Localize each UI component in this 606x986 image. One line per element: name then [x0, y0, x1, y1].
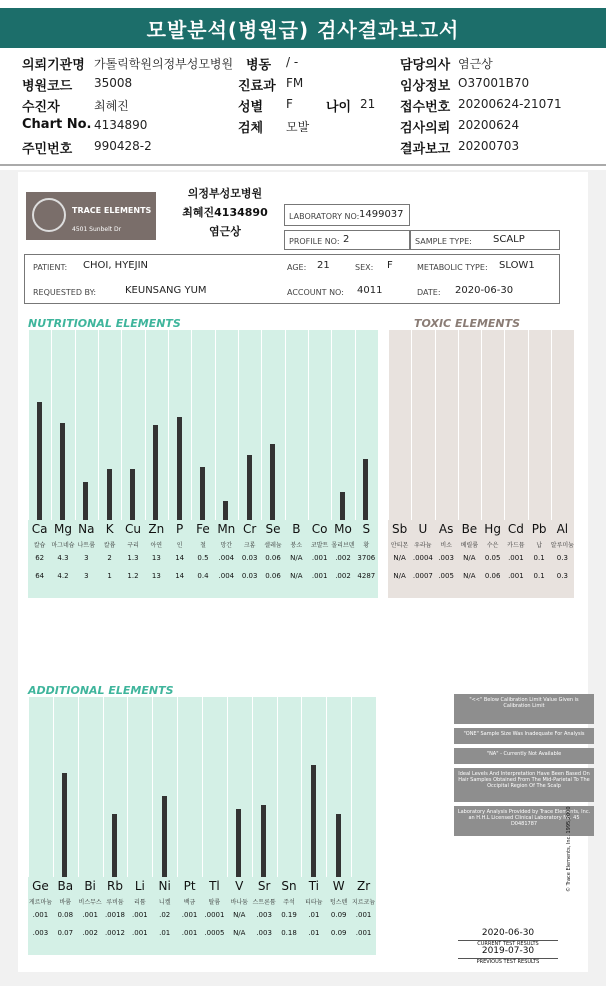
lab-sex-label: SEX:	[355, 263, 374, 272]
element-korean-name: 붕소	[290, 542, 303, 549]
labno-box	[284, 204, 410, 226]
clin-label: 임상정보	[400, 79, 451, 94]
column-divider	[215, 330, 216, 520]
previous-result: 4287	[357, 572, 376, 580]
element-symbol: Cd	[507, 522, 524, 536]
current-result: N/A	[233, 911, 246, 919]
clin-value: O37001B70	[458, 76, 530, 90]
current-result: 13	[151, 554, 161, 562]
column-divider	[78, 697, 79, 877]
lab-age-label: AGE:	[287, 263, 307, 272]
column-divider	[252, 697, 253, 877]
column-divider	[331, 330, 332, 520]
report-header	[0, 48, 606, 166]
level-bar-s	[363, 459, 368, 520]
element-korean-name: 망간	[220, 542, 233, 549]
globe-icon	[32, 198, 66, 232]
legend-ideal: Ideal Levels And Interpretation Have Been Based On Hair Samples Obtained From The Mid-Parietal To The Occipital Region Of The Scalp	[454, 768, 594, 802]
column-divider	[53, 697, 54, 877]
element-symbol: Tl	[209, 879, 220, 893]
element-symbol: W	[332, 879, 345, 893]
previous-result: .01	[308, 929, 320, 937]
element-symbol: K	[105, 522, 114, 536]
previous-result: .005	[438, 572, 454, 580]
element-symbol: Ba	[57, 879, 74, 893]
dept-label: 진료과	[238, 79, 276, 94]
element-symbol: Li	[134, 879, 145, 893]
current-result: .01	[308, 911, 320, 919]
current-result: .0004	[412, 554, 433, 562]
element-symbol: Sb	[392, 522, 408, 536]
element-korean-name: 우라늄	[414, 542, 432, 549]
current-result: 0.3	[556, 554, 568, 562]
column-divider	[227, 697, 228, 877]
current-label: CURRENT TEST RESULTS	[458, 940, 558, 947]
level-bar-ni	[162, 796, 167, 877]
chart-value: 4134890	[94, 118, 148, 132]
column-divider	[177, 697, 178, 877]
hospcode-label: 병원코드	[22, 79, 73, 94]
lab-patient-value: CHOI, HYEJIN	[83, 260, 149, 271]
lab-sex-value: F	[387, 260, 393, 271]
current-date: 2020-06-30	[481, 928, 535, 938]
element-korean-name: 텅스텐	[330, 899, 348, 906]
reg-label: 접수번호	[400, 100, 451, 115]
element-symbol: P	[176, 522, 184, 536]
current-result: 62	[35, 554, 45, 562]
element-korean-name: 마그네슘	[51, 542, 75, 549]
previous-result: 1	[107, 572, 112, 580]
dept-value: FM	[286, 76, 304, 90]
scanned-report-sheet	[18, 172, 591, 972]
column-divider	[551, 330, 552, 520]
current-result: .004	[218, 554, 235, 562]
labno-value: 1499037	[359, 209, 404, 220]
previous-result: .003	[256, 929, 272, 937]
column-divider	[28, 330, 29, 520]
toxic-title: TOXIC ELEMENTS	[414, 317, 521, 330]
hospcode-value: 35008	[94, 76, 133, 90]
column-divider	[528, 330, 529, 520]
logo-text: TRACE ELEMENTS	[72, 206, 152, 215]
element-korean-name: 셀레늄	[264, 542, 282, 549]
current-result: .001	[311, 554, 328, 562]
element-korean-name: 비소	[440, 542, 452, 549]
current-result: 0.06	[265, 554, 281, 562]
current-result: 3	[84, 554, 89, 562]
column-divider	[152, 697, 153, 877]
element-korean-name: 게르마늄	[28, 899, 53, 906]
element-korean-name: 칼륨	[103, 542, 116, 549]
ward-label: 병동	[246, 58, 272, 73]
element-korean-name: 알루미늄	[550, 542, 574, 549]
column-divider	[411, 330, 412, 520]
column-divider	[326, 697, 327, 877]
previous-result: .002	[82, 929, 98, 937]
account-label: ACCOUNT NO:	[287, 288, 344, 297]
req-value: 20200624	[458, 118, 520, 132]
column-divider	[355, 330, 356, 520]
element-korean-name: 인	[176, 542, 183, 549]
element-symbol: Cu	[125, 522, 141, 536]
previous-result: .001	[181, 929, 198, 937]
age-label: 나이	[326, 100, 352, 115]
column-divider	[308, 330, 309, 520]
labno-label: LABORATORY NO:	[289, 212, 360, 221]
column-divider	[191, 330, 192, 520]
level-bar-mg	[60, 423, 65, 520]
current-result: 0.1	[533, 554, 545, 562]
element-korean-name: 납	[536, 542, 543, 549]
element-symbol: Mo	[334, 522, 352, 536]
column-divider	[458, 330, 459, 520]
level-bar-k	[107, 469, 112, 520]
date-label: DATE:	[417, 288, 441, 297]
previous-result: .001	[311, 572, 328, 580]
element-symbol: Al	[556, 522, 569, 536]
column-divider	[277, 697, 278, 877]
previous-result: 14	[175, 572, 185, 580]
element-symbol: S	[362, 522, 371, 536]
current-result: .001	[355, 911, 372, 919]
doctor-label: 담당의사	[400, 58, 451, 73]
institution-label: 의뢰기관명	[22, 58, 85, 73]
copyright: © Trace Elements, Inc. 1995,2000	[566, 806, 572, 892]
element-korean-name: 아연	[150, 542, 163, 549]
previous-result: N/A	[463, 572, 476, 580]
current-result: 0.08	[57, 911, 74, 919]
current-result: .003	[438, 554, 454, 562]
element-symbol: Ti	[308, 879, 319, 893]
element-korean-name: 지르코늄	[351, 899, 376, 906]
element-korean-name: 몰리브덴	[331, 542, 355, 549]
element-symbol: V	[235, 879, 244, 893]
element-korean-name: 수은	[486, 542, 499, 549]
current-result: 14	[175, 554, 185, 562]
element-korean-name: 바륨	[59, 899, 72, 906]
current-result: 0.03	[241, 554, 258, 562]
toxic-panel	[388, 330, 574, 598]
element-symbol: As	[438, 522, 454, 536]
age-value: 21	[360, 97, 376, 111]
hospital-stamp	[166, 182, 284, 244]
column-divider	[351, 697, 352, 877]
element-symbol: Pb	[531, 522, 547, 536]
element-symbol: Rb	[107, 879, 123, 893]
report-title: 모발분석(병원급) 검사결과보고서	[0, 8, 606, 48]
previous-result: 1.2	[127, 572, 139, 580]
element-korean-name: 칼슘	[33, 542, 46, 549]
column-divider	[388, 330, 389, 520]
patient-info-box	[24, 254, 560, 304]
reqby-label: REQUESTED BY:	[33, 288, 97, 297]
report-value: 20200703	[458, 139, 520, 153]
previous-result: N/A	[233, 929, 246, 937]
lab-logo	[26, 192, 156, 240]
element-korean-name: 루비듐	[106, 899, 124, 906]
current-result: .001	[181, 911, 198, 919]
level-bar-mn	[223, 501, 228, 520]
level-bar-mo	[340, 492, 345, 521]
element-korean-name: 구리	[127, 542, 139, 549]
previous-result: .002	[335, 572, 351, 580]
previous-result: 13	[151, 572, 161, 580]
sex-label: 성별	[238, 100, 264, 115]
element-symbol: Ni	[158, 879, 171, 893]
report-label: 결과보고	[400, 142, 451, 157]
additional-title: ADDITIONAL ELEMENTS	[28, 684, 174, 697]
column-divider	[504, 330, 505, 520]
metabolic-label: METABOLIC TYPE:	[417, 263, 488, 272]
level-bar-ti	[311, 765, 316, 877]
current-result: 1.3	[127, 554, 139, 562]
current-result: .001	[82, 911, 98, 919]
level-bar-w	[336, 814, 341, 877]
element-korean-name: 백금	[183, 899, 196, 906]
current-result: .001	[32, 911, 49, 919]
previous-date: 2019-07-30	[481, 946, 535, 956]
previous-result: 0.1	[533, 572, 545, 580]
column-divider	[202, 697, 203, 877]
element-symbol: Zn	[148, 522, 165, 536]
column-divider	[481, 330, 482, 520]
column-divider	[285, 330, 286, 520]
element-symbol: Mn	[217, 522, 236, 536]
patient-label: 수진자	[22, 100, 60, 115]
sample-value: SCALP	[493, 234, 525, 245]
column-divider	[127, 697, 128, 877]
reg-value: 20200624-21071	[458, 97, 562, 111]
current-result: .002	[335, 554, 351, 562]
element-korean-name: 안티몬	[390, 542, 409, 549]
level-bar-se	[270, 444, 275, 520]
specimen-value: 모발	[286, 120, 310, 134]
previous-result: 0.06	[265, 572, 281, 580]
current-result: N/A	[463, 554, 476, 562]
element-korean-name: 나트륨	[77, 542, 96, 549]
previous-result: N/A	[393, 572, 406, 580]
element-korean-name: 베릴륨	[460, 542, 479, 549]
column-divider	[168, 330, 169, 520]
element-korean-name: 철	[200, 542, 206, 549]
element-symbol: Sn	[281, 879, 297, 893]
previous-result: 4.2	[57, 572, 69, 580]
id-label: 주민번호	[22, 142, 73, 157]
level-bar-fe	[200, 467, 205, 520]
nutritional-panel	[28, 330, 378, 598]
previous-result: .001	[132, 929, 148, 937]
element-korean-name: 카드뮴	[507, 542, 525, 549]
previous-result: 0.18	[281, 929, 297, 937]
sex-value: F	[286, 97, 293, 111]
element-korean-name: 탈륨	[208, 899, 221, 906]
req-label: 검사의뢰	[400, 121, 451, 136]
patient-value: 최혜진	[94, 99, 129, 113]
lab-address: 4501 Sunbelt Dr	[72, 226, 122, 233]
legend-na: "NA" - Currently Not Available	[454, 748, 594, 764]
chart-label: Chart No.	[22, 117, 92, 132]
column-divider	[51, 330, 52, 520]
element-symbol: B	[292, 522, 301, 536]
previous-result: .001	[508, 572, 524, 580]
column-divider	[301, 697, 302, 877]
level-bar-zn	[153, 425, 158, 520]
previous-result: 0.07	[57, 929, 74, 937]
previous-result: .003	[32, 929, 49, 937]
previous-result: 0.09	[330, 929, 347, 937]
current-result: 2	[107, 554, 112, 562]
current-result: 0.5	[197, 554, 209, 562]
element-korean-name: 티타늄	[305, 899, 323, 906]
element-korean-name: 스트론튬	[252, 899, 276, 906]
current-result: 0.19	[281, 911, 297, 919]
element-symbol: U	[418, 522, 428, 536]
element-korean-name: 주석	[283, 899, 295, 906]
level-bar-sr	[261, 805, 266, 877]
previous-result: .01	[159, 929, 171, 937]
lab-age-value: 21	[317, 260, 330, 271]
lab-patient-label: PATIENT:	[33, 263, 68, 272]
column-divider	[121, 330, 122, 520]
sample-box	[410, 230, 560, 250]
element-korean-name: 니켈	[158, 899, 171, 906]
reqby-value: KEUNSANG YUM	[125, 285, 207, 296]
additional-panel	[28, 697, 376, 955]
id-value: 990428-2	[94, 139, 152, 153]
legend-one: "ONE" Sample Size Was Inadequate For Analysis	[454, 728, 594, 744]
element-symbol: Cr	[243, 522, 257, 536]
previous-result: 0.03	[241, 572, 258, 580]
current-result: 4.3	[57, 554, 69, 562]
stamp-hospital: 의정부성모병원	[187, 187, 263, 200]
element-symbol: Co	[311, 522, 328, 536]
element-symbol: Be	[461, 522, 478, 536]
doctor-value: 염근상	[458, 57, 493, 71]
previous-result: .001	[355, 929, 372, 937]
element-symbol: Se	[265, 522, 281, 536]
element-symbol: Mg	[54, 522, 72, 536]
current-result: .02	[159, 911, 171, 919]
profile-value: 2	[343, 234, 350, 245]
stamp-patient: 최혜진4134890	[182, 206, 268, 219]
column-divider	[28, 697, 29, 877]
level-bar-v	[236, 809, 241, 877]
element-symbol: Sr	[257, 879, 271, 893]
level-bar-cr	[247, 455, 252, 520]
previous-result: 0.06	[484, 572, 501, 580]
specimen-label: 검체	[238, 121, 264, 136]
previous-result: 0.4	[197, 572, 209, 580]
column-divider	[238, 330, 239, 520]
previous-result: .0012	[104, 929, 125, 937]
element-symbol: Fe	[196, 522, 210, 536]
current-result: .0018	[104, 911, 125, 919]
element-korean-name: 바나듐	[230, 899, 248, 906]
level-bar-cu	[130, 469, 135, 520]
current-result: 0.09	[330, 911, 347, 919]
previous-result: .0005	[204, 929, 225, 937]
profile-label: PROFILE NO:	[289, 237, 340, 246]
level-bar-na	[83, 482, 88, 520]
element-symbol: Na	[78, 522, 95, 536]
element-korean-name: 리튬	[134, 899, 146, 906]
element-korean-name: 비스무스	[78, 899, 102, 906]
previous-result: 64	[35, 572, 45, 580]
current-result: 0.05	[484, 554, 501, 562]
level-bar-ca	[37, 402, 42, 520]
current-result: .003	[256, 911, 272, 919]
legend-lab: Laboratory Analysis Provided by Trace Elements, Inc. an H.H.L Licensed Clinical Laboratory No. 45 D0481787	[454, 806, 594, 836]
previous-result: 3	[84, 572, 89, 580]
column-divider	[145, 330, 146, 520]
element-korean-name: 황	[363, 542, 370, 549]
element-symbol: Ca	[31, 522, 48, 536]
previous-result: .004	[218, 572, 235, 580]
stamp-doctor: 염근상	[209, 225, 241, 238]
previous-label: PREVIOUS TEST RESULTS	[458, 958, 558, 965]
previous-result: .0007	[412, 572, 433, 580]
legend-below-limit: "<<" Below Calibration Limit Value Given is Calibration Limit	[454, 694, 594, 724]
element-symbol: Hg	[484, 522, 501, 536]
current-result: N/A	[290, 554, 303, 562]
column-divider	[75, 330, 76, 520]
account-value: 4011	[357, 285, 383, 296]
date-value: 2020-06-30	[455, 285, 514, 296]
element-korean-name: 코발트	[310, 542, 329, 549]
element-symbol: Pt	[183, 879, 196, 893]
profile-box	[284, 230, 410, 250]
column-divider	[261, 330, 262, 520]
column-divider	[98, 330, 99, 520]
level-bar-p	[177, 417, 182, 520]
current-result: N/A	[393, 554, 406, 562]
level-bar-rb	[112, 814, 117, 877]
element-symbol: Ge	[32, 879, 49, 893]
current-result: 3706	[357, 554, 376, 562]
metabolic-value: SLOW1	[499, 260, 535, 271]
previous-result: 0.3	[556, 572, 568, 580]
current-result: .001	[508, 554, 524, 562]
current-result: .001	[132, 911, 148, 919]
previous-result: N/A	[290, 572, 303, 580]
element-symbol: Zr	[356, 879, 371, 893]
ward-value: / -	[286, 55, 299, 69]
element-symbol: Bi	[84, 879, 96, 893]
level-bar-ba	[62, 773, 67, 877]
current-result: .0001	[204, 911, 225, 919]
column-divider	[435, 330, 436, 520]
sample-label: SAMPLE TYPE:	[415, 237, 472, 246]
institution-value: 가톨릭학원의정부성모병원	[94, 57, 234, 71]
nutritional-title: NUTRITIONAL ELEMENTS	[28, 317, 181, 330]
column-divider	[103, 697, 104, 877]
element-korean-name: 크롬	[243, 542, 256, 549]
